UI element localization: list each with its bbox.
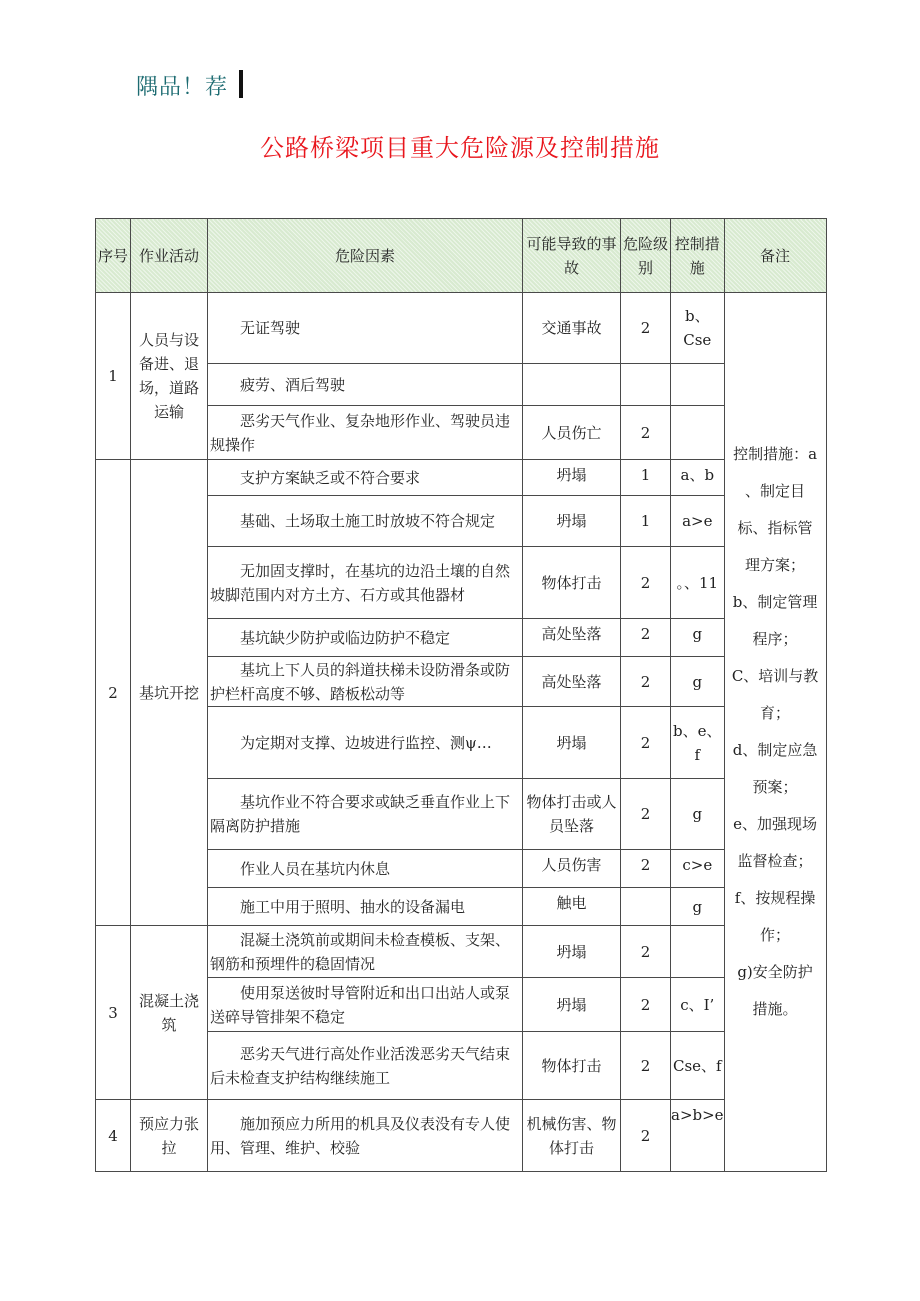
row-control: 。、11 bbox=[671, 547, 725, 619]
hazard-table bbox=[95, 218, 827, 1172]
row-activity: 预应力张拉 bbox=[131, 1100, 208, 1172]
table-row bbox=[96, 926, 827, 978]
header-level: 危险级别 bbox=[621, 219, 671, 293]
row-activity: 基坑开挖 bbox=[131, 460, 208, 926]
row-accident: 人员伤亡 bbox=[523, 406, 621, 460]
row-accident: 坍塌 bbox=[523, 926, 621, 978]
note-line: 程序； bbox=[752, 630, 798, 648]
row-level: 2 bbox=[621, 926, 671, 978]
row-accident: 坍塌 bbox=[523, 496, 621, 547]
row-hazard: 基坑上下人员的斜道扶梯未设防滑条或防护栏杆高度不够、踏板松动等 bbox=[208, 657, 523, 707]
row-control: g bbox=[671, 888, 725, 926]
row-hazard: 混凝土浇筑前或期间未检查模板、支架、钢筋和预埋件的稳固情况 bbox=[208, 926, 523, 978]
note-line: 监督检查； bbox=[737, 852, 813, 870]
header-divider-bar bbox=[239, 70, 243, 98]
row-level: 2 bbox=[621, 619, 671, 657]
row-control: a>b>e bbox=[671, 1100, 725, 1172]
row-accident: 物体打击 bbox=[523, 1032, 621, 1100]
note-line: g)安全防护 bbox=[737, 963, 813, 981]
row-hazard: 无加固支撑时，在基坑的边沿土壤的自然坡脚范围内对方土方、石方或其他器材 bbox=[208, 547, 523, 619]
row-accident: 坍塌 bbox=[523, 978, 621, 1032]
row-control: b、e、f bbox=[671, 707, 725, 779]
row-hazard: 恶劣天气作业、复杂地形作业、驾驶员违规操作 bbox=[208, 406, 523, 460]
row-level bbox=[621, 888, 671, 926]
note-cell bbox=[724, 293, 826, 1172]
note-line: 理方案； bbox=[745, 556, 806, 574]
row-accident: 人员伤害 bbox=[523, 850, 621, 888]
row-hazard: 恶劣天气进行高处作业活泼恶劣天气结束后未检查支护结构继续施工 bbox=[208, 1032, 523, 1100]
page-title: 公路桥梁项目重大危险源及控制措施 bbox=[260, 134, 660, 162]
row-hazard: 疲劳、酒后驾驶 bbox=[208, 364, 523, 406]
row-control: a>e bbox=[671, 496, 725, 547]
note-line: C、培训与教 bbox=[731, 667, 819, 685]
row-hazard: 基坑缺少防护或临边防护不稳定 bbox=[208, 619, 523, 657]
note-line: 育； bbox=[760, 704, 791, 722]
row-level: 2 bbox=[621, 406, 671, 460]
row-seq: 2 bbox=[96, 460, 131, 926]
note-line: 、制定目 bbox=[745, 482, 806, 500]
table-header-row bbox=[96, 219, 827, 293]
header-hazard: 危险因素 bbox=[208, 219, 523, 293]
row-accident bbox=[523, 364, 621, 406]
row-hazard: 基础、土场取土施工时放坡不符合规定 bbox=[208, 496, 523, 547]
row-level: 2 bbox=[621, 657, 671, 707]
row-level: 2 bbox=[621, 1032, 671, 1100]
row-control: c、I’ bbox=[671, 978, 725, 1032]
row-hazard: 无证驾驶 bbox=[208, 293, 523, 364]
row-control: g bbox=[671, 619, 725, 657]
row-hazard: 支护方案缺乏或不符合要求 bbox=[208, 460, 523, 496]
row-level: 2 bbox=[621, 779, 671, 850]
row-control: g bbox=[671, 779, 725, 850]
row-level: 1 bbox=[621, 496, 671, 547]
row-hazard: 使用泵送彼时导管附近和出口出站人或泵送碎导管排架不稳定 bbox=[208, 978, 523, 1032]
row-control: g bbox=[671, 657, 725, 707]
note-line: f、按规程操 bbox=[734, 889, 816, 907]
header-note: 备注 bbox=[724, 219, 826, 293]
row-control: Cse、f bbox=[671, 1032, 725, 1100]
note-line: 标、指标管 bbox=[737, 519, 813, 537]
note-line: e、加强现场 bbox=[733, 815, 817, 833]
row-hazard: 施加预应力所用的机具及仪表没有专人使用、管理、维护、校验 bbox=[208, 1100, 523, 1172]
table-row bbox=[96, 293, 827, 364]
row-accident: 物体打击 bbox=[523, 547, 621, 619]
row-level bbox=[621, 364, 671, 406]
row-accident: 机械伤害、物体打击 bbox=[523, 1100, 621, 1172]
row-accident: 坍塌 bbox=[523, 707, 621, 779]
row-level: 2 bbox=[621, 293, 671, 364]
row-level: 2 bbox=[621, 978, 671, 1032]
row-level: 2 bbox=[621, 1100, 671, 1172]
row-seq: 3 bbox=[96, 926, 131, 1100]
row-hazard: 施工中用于照明、抽水的设备漏电 bbox=[208, 888, 523, 926]
row-accident: 触电 bbox=[523, 888, 621, 926]
row-accident: 交通事故 bbox=[523, 293, 621, 364]
row-seq: 4 bbox=[96, 1100, 131, 1172]
header-activity: 作业活动 bbox=[131, 219, 208, 293]
row-accident: 高处坠落 bbox=[523, 619, 621, 657]
row-control: b、Cse bbox=[671, 293, 725, 364]
row-hazard: 为定期对支撑、边坡进行监控、测ψ… bbox=[208, 707, 523, 779]
row-hazard: 基坑作业不符合要求或缺乏垂直作业上下隔离防护措施 bbox=[208, 779, 523, 850]
row-accident: 坍塌 bbox=[523, 460, 621, 496]
row-control bbox=[671, 926, 725, 978]
brand-header: 隅品！荐 bbox=[136, 75, 229, 100]
note-line: d、制定应急 bbox=[732, 741, 818, 759]
note-line: 控制措施：a bbox=[733, 445, 818, 463]
row-accident: 高处坠落 bbox=[523, 657, 621, 707]
header-seq: 序号 bbox=[96, 219, 131, 293]
row-control bbox=[671, 406, 725, 460]
row-activity: 人员与设备进、退场，道路运输 bbox=[131, 293, 208, 460]
row-level: 2 bbox=[621, 850, 671, 888]
row-accident: 物体打击或人员坠落 bbox=[523, 779, 621, 850]
note-line: 措施。 bbox=[752, 1000, 798, 1018]
table-row bbox=[96, 460, 827, 496]
row-level: 2 bbox=[621, 547, 671, 619]
header-accident: 可能导致的事故 bbox=[523, 219, 621, 293]
row-control: c>e bbox=[671, 850, 725, 888]
note-line: b、制定管理 bbox=[732, 593, 818, 611]
row-hazard: 作业人员在基坑内休息 bbox=[208, 850, 523, 888]
row-control: a、b bbox=[671, 460, 725, 496]
table-row bbox=[96, 1100, 827, 1172]
note-line: 作； bbox=[760, 926, 791, 944]
row-control bbox=[671, 364, 725, 406]
row-level: 2 bbox=[621, 707, 671, 779]
row-activity: 混凝土浇筑 bbox=[131, 926, 208, 1100]
note-line: 预案； bbox=[752, 778, 798, 796]
row-seq: 1 bbox=[96, 293, 131, 460]
header-control: 控制措施 bbox=[671, 219, 725, 293]
row-level: 1 bbox=[621, 460, 671, 496]
